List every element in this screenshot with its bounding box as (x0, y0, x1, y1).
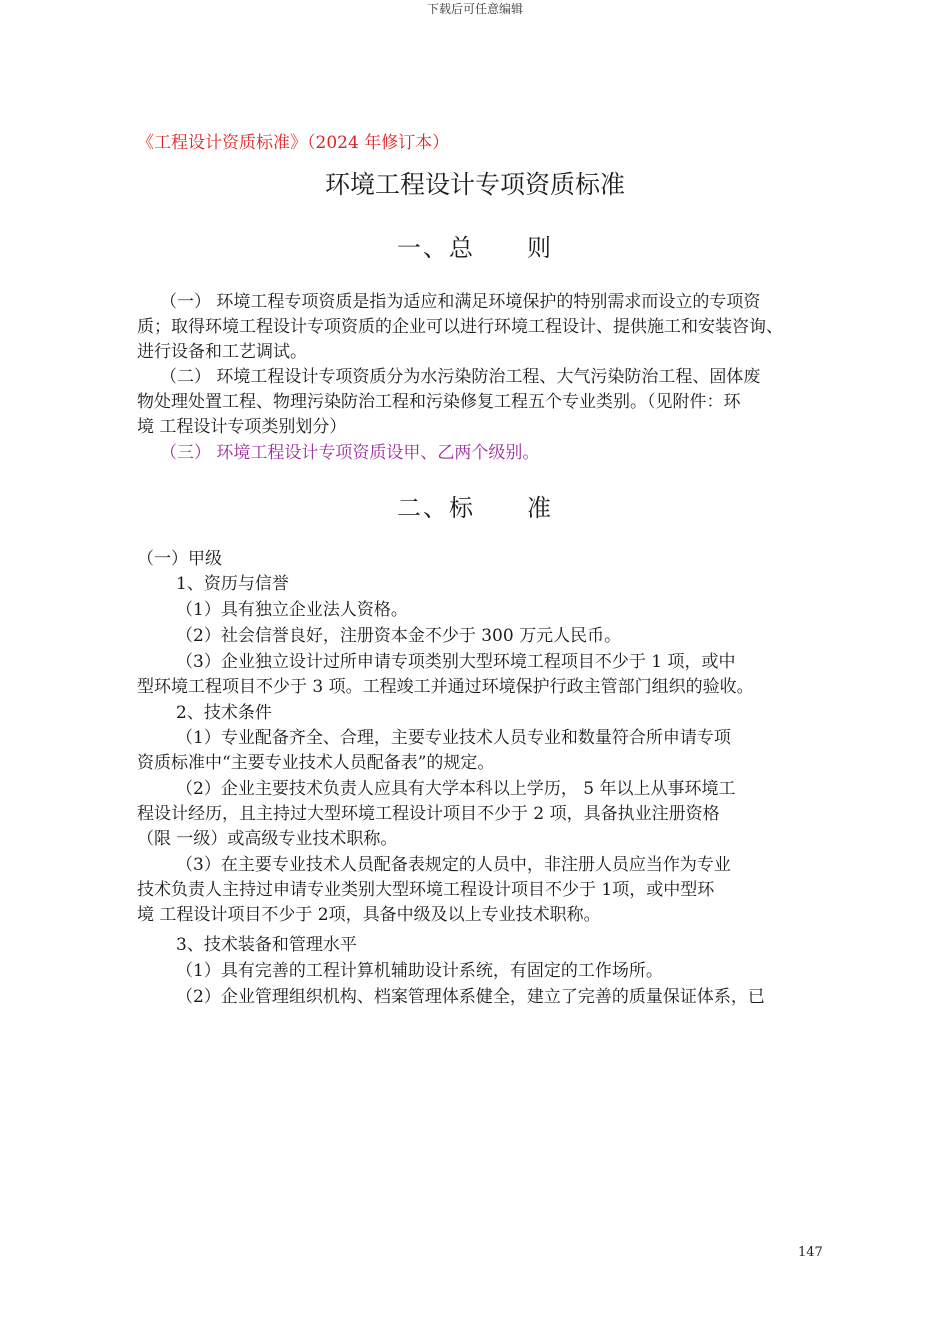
paragraph-line: 境 工程设计项目不少于 2项，具备中级及以上专业技术职称。 (137, 905, 601, 925)
paragraph-line-highlighted: （三） 环境工程设计专项资质设甲、乙两个级别。 (160, 443, 540, 463)
page-number: 147 (798, 1245, 823, 1260)
paragraph-line: 物处理处置工程、物理污染防治工程和污染修复工程五个专业类别。（见附件：环 (137, 392, 741, 412)
paragraph-line: 程设计经历，且主持过大型环境工程设计项目不少于 2 项，具备执业注册资格 (137, 804, 720, 824)
paragraph-line: （2）企业主要技术负责人应具有大学本科以上学历， 5 年以上从事环境工 (176, 779, 736, 799)
header-note: 下载后可任意编辑 (426, 2, 523, 16)
section-heading-standards: 二、标 准 (397, 494, 553, 522)
paragraph-line: （2）社会信誉良好，注册资本金不少于 300 万元人民币。 (176, 626, 622, 646)
paragraph-line: （1）专业配备齐全、合理，主要专业技术人员专业和数量符合所申请专项 (176, 728, 731, 748)
paragraph-line: 1、资历与信誉 (176, 574, 289, 594)
paragraph-line: （3）企业独立设计过所申请专项类别大型环境工程项目不少于 1 项，或中 (176, 652, 736, 672)
paragraph-line: （二） 环境工程设计专项资质分为水污染防治工程、大气污染防治工程、固体废 (160, 367, 761, 387)
paragraph-line: 技术负责人主持过申请专业类别大型环境工程设计项目不少于 1项，或中型环 (137, 880, 715, 900)
paragraph-line: （限 一级）或高级专业技术职称。 (137, 829, 398, 849)
paragraph-line: （1）具有完善的工程计算机辅助设计系统，有固定的工作场所。 (176, 961, 663, 981)
paragraph-line: 质；取得环境工程设计专项资质的企业可以进行环境工程设计、提供施工和安装咨询、 (137, 317, 783, 337)
paragraph-line: 3、技术装备和管理水平 (176, 935, 357, 955)
paragraph-line: （1）具有独立企业法人资格。 (176, 600, 408, 620)
section-heading-general: 一、总 则 (397, 234, 553, 262)
paragraph-line: 2、技术条件 (176, 703, 272, 723)
main-title: 环境工程设计专项资质标准 (324, 170, 625, 199)
paragraph-line: （3）在主要专业技术人员配备表规定的人员中，非注册人员应当作为专业 (176, 855, 731, 875)
paragraph-line: （一）甲级 (137, 549, 222, 569)
paragraph-line: 境 工程设计专项类别划分） (137, 417, 347, 437)
paragraph-line: 型环境工程项目不少于 3 项。工程竣工并通过环境保护行政主管部门组织的验收。 (137, 677, 754, 697)
paragraph-line: 进行设备和工艺调试。 (137, 342, 307, 362)
paragraph-line: （一） 环境工程专项资质是指为适应和满足环境保护的特别需求而设立的专项资 (160, 292, 761, 312)
paragraph-line: （2）企业管理组织机构、档案管理体系健全，建立了完善的质量保证体系，已 (176, 987, 765, 1007)
sub-title: 《工程设计资质标准》（2024 年修订本） (137, 133, 450, 153)
paragraph-line: 资质标准中“主要专业技术人员配备表”的规定。 (137, 753, 495, 773)
